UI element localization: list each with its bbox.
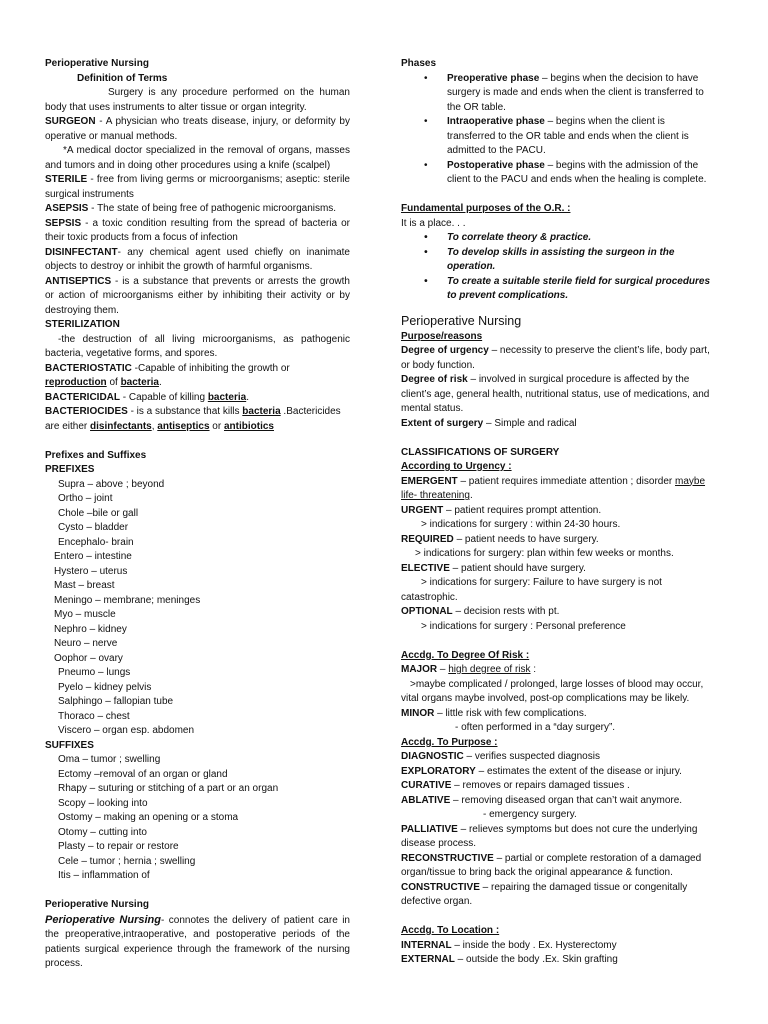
term-label: SEPSIS — [45, 217, 82, 229]
term-definition: – verifies suspected diagnosis — [463, 751, 600, 762]
term-label: ASEPSIS — [45, 203, 89, 214]
link-reproduction[interactable]: reproduction — [45, 377, 107, 388]
periop-term: Perioperative Nursing — [45, 913, 161, 926]
elective-indication: > indications for surgery: Failure to have surgery is not catastrophic. — [401, 577, 662, 603]
accdg-purpose: Accdg. To Purpose : — [401, 736, 498, 748]
term-definition: – necessity to preserve the client’s life, body part, or body function. — [401, 345, 710, 371]
classifications-heading: CLASSIFICATIONS OF SURGERY — [401, 446, 560, 458]
prefix-item: Hystero – uterus — [54, 565, 128, 577]
left-column — [45, 57, 350, 972]
phases-heading: Phases — [401, 58, 437, 69]
term-definition: – Simple and radical — [483, 417, 577, 429]
term-definition: – estimates the extent of the disease or injury. — [475, 765, 682, 777]
prefix-item: Encephalo- brain — [58, 536, 134, 548]
prefix-item: Pyelo – kidney pelvis — [58, 681, 152, 693]
definition-heading: Definition of Terms — [77, 72, 168, 84]
urgent-indication: > indications for surgery : within 24-30 hours. — [421, 519, 621, 530]
phase-desc: – begins when the client is transferred to the OR table and ends when the client is admitted to the PACU. — [447, 116, 689, 156]
ablative — [401, 794, 711, 809]
extent-surgery — [401, 417, 711, 432]
term-label: BACTERIOCIDES — [45, 406, 128, 417]
suffix-item: Ectomy –removal of an organ or gland — [58, 768, 228, 780]
internal — [401, 939, 711, 954]
minor — [401, 707, 711, 722]
prefix-item: Viscero – organ esp. abdomen — [58, 725, 195, 736]
term-antiseptics — [45, 275, 350, 319]
term-label: EXPLORATORY — [401, 765, 476, 777]
link-antiseptics[interactable]: antiseptics — [157, 420, 210, 432]
prefix-item: Neuro – nerve — [54, 638, 118, 649]
prefix-item: Nephro – kidney — [54, 623, 127, 635]
term-label: OPTIONAL — [401, 606, 453, 617]
term-label: CONSTRUCTIVE — [401, 881, 480, 893]
periop-title: Perioperative Nursing — [401, 313, 522, 328]
term-definition: – repairing the damaged tissue or congenitally defective organ. — [401, 881, 688, 907]
purpose-item: • To correlate theory & practice. — [401, 231, 711, 246]
link-bacteria[interactable]: bacteria — [120, 377, 159, 388]
required — [401, 533, 711, 548]
term-bactericidal — [45, 391, 350, 406]
term-definition: - is a substance that kills — [127, 406, 243, 417]
link-bacteria[interactable]: bacteria — [242, 406, 281, 417]
term-definition: - any chemical agent used chiefly on inanimate objects to destroy or inhibit the growth of harmful organisms. — [45, 246, 350, 272]
term-definition: - is a substance that prevents or arrests the growth or action of microorganisms either by inhibiting their activity or by destroying them. — [45, 275, 350, 316]
term-label: RECONSTRUCTIVE — [401, 852, 494, 864]
phase-item — [401, 159, 711, 188]
term-definition: -Capable of inhibiting the growth or — [131, 362, 290, 374]
term-definition: – removing diseased organ that can’t wait anymore. — [450, 794, 683, 806]
right-column — [401, 57, 711, 968]
term-label: STERILE — [45, 174, 88, 185]
link-disinfectants[interactable]: disinfectants — [90, 420, 152, 432]
phase-desc: – begins with the admission of the client to the PACU and ends when the healing is complete. — [447, 159, 707, 185]
term-definition: – little risk with few complications. — [434, 707, 587, 719]
term-label: EXTERNAL — [401, 954, 455, 965]
term-label: DIAGNOSTIC — [401, 751, 464, 762]
term-definition: – removes or repairs damaged tissues . — [451, 780, 630, 791]
prefix-item: Salphingo – fallopian tube — [58, 696, 174, 707]
term-bacteriocides — [45, 405, 350, 434]
purposes-heading: Fundamental purposes of the O.R. : — [401, 203, 571, 214]
term-label: Degree of risk — [401, 374, 468, 385]
suffix-item: Ostomy – making an opening or a stoma — [58, 812, 239, 823]
surgeon-note: *A medical doctor specialized in the removal of organs, masses and tumors and in doing other procedures using a knife (scalpel) — [45, 145, 350, 171]
term-label: PALLIATIVE — [401, 823, 458, 835]
periop-definition — [45, 913, 350, 972]
term-definition: – inside the body . Ex. Hysterectomy — [451, 939, 617, 951]
phase-term: Preoperative phase — [447, 72, 540, 84]
term-definition: – patient needs to have surgery. — [453, 533, 599, 545]
term-label: URGENT — [401, 504, 444, 516]
term-definition: - Capable of killing — [120, 391, 208, 403]
phase-list — [401, 72, 711, 188]
phase-item — [401, 115, 711, 159]
accdg-location: Accdg. To Location : — [401, 925, 500, 936]
term-label: BACTERICIDAL — [45, 391, 120, 403]
suffix-item: Cele – tumor ; hernia ; swelling — [58, 855, 196, 867]
term-definition: - a toxic condition resulting from the spread of bacteria or their toxic products from a focus of infection — [45, 217, 350, 243]
term-definition: – patient requires immediate attention ; disorder — [457, 475, 676, 487]
major — [401, 663, 711, 678]
link-high-degree-risk[interactable]: high degree of risk — [448, 664, 531, 675]
term-asepsis — [45, 202, 350, 217]
text: of — [106, 377, 121, 388]
term-sterilization-definition: -the destruction of all living microorganisms, as pathogenic bacteria, vegetative forms, and spores. — [45, 333, 350, 359]
phase-term: Postoperative phase — [447, 159, 545, 171]
purpose-reasons: Purpose/reasons — [401, 330, 483, 342]
term-definition: - free from living germs or microorganisms; aseptic: sterile surgical instruments — [45, 174, 350, 200]
accdg-risk: Accdg. To Degree Of Risk : — [401, 649, 530, 661]
suffixes-heading: SUFFIXES — [45, 739, 94, 751]
external — [401, 953, 711, 968]
prefix-item: Oophor – ovary — [54, 652, 123, 664]
term-label: ANTISEPTICS — [45, 275, 112, 287]
prefix-item: Ortho – joint — [58, 493, 113, 504]
text: . — [469, 490, 473, 501]
purpose-item: • To create a suitable sterile field for surgical procedures to prevent complications. — [401, 275, 711, 304]
term-label: DISINFECTANT — [45, 246, 118, 258]
prefix-item: Cysto – bladder — [58, 522, 129, 533]
link-bacteria[interactable]: bacteria — [207, 391, 247, 403]
prefix-item: Entero – intestine — [54, 551, 132, 562]
term-label: MAJOR — [401, 664, 438, 675]
optional-indication: > indications for surgery : Personal preference — [421, 620, 626, 632]
term-definition: – outside the body .Ex. Skin grafting — [454, 954, 618, 965]
prefix-list — [45, 478, 350, 739]
exploratory — [401, 765, 711, 780]
term-definition: – partial or complete restoration of a damaged organ/tissue to bring back the original appearance & function. — [401, 852, 702, 878]
degree-urgency — [401, 344, 711, 373]
periop-def-text: - connotes the delivery of patient care in the preoperative,intraoperative, and postoperative periods of the patients surgical experience through the framework of the nursing process. — [45, 914, 350, 969]
term-label: SURGEON — [45, 116, 96, 127]
term-label: EMERGENT — [401, 475, 458, 487]
term-label: INTERNAL — [401, 939, 452, 951]
term-label: ABLATIVE — [401, 794, 451, 806]
term-definition: – involved in surgical procedure is affected by the client’s age, general health, nutritional status, use of medications, and mental status. — [401, 374, 710, 414]
prefix-item: Thoraco – chest — [58, 710, 130, 722]
optional — [401, 605, 711, 620]
term-disinfectant — [45, 246, 350, 275]
suffix-item: Oma – tumor ; swelling — [58, 754, 161, 765]
periop-heading: Perioperative Nursing — [45, 899, 149, 910]
suffix-list — [45, 753, 350, 884]
text: .Bactericides are either — [45, 406, 341, 432]
suffix-item: Otomy – cutting into — [58, 826, 147, 838]
term-bacteriostatic — [45, 362, 350, 391]
minor-indication: - often performed in a “day surgery”. — [455, 722, 616, 733]
prefix-item: Pneumo – lungs — [58, 667, 131, 678]
term-label: REQUIRED — [401, 533, 454, 545]
term-sepsis — [45, 217, 350, 246]
text: . — [158, 377, 162, 388]
term-definition: - The state of being free of pathogenic microorganisms. — [88, 203, 337, 214]
required-indication: > indications for surgery: plan within few weeks or months. — [415, 548, 674, 559]
term-definition: – relieves symptoms but does not cure the underlying disease process. — [401, 823, 698, 849]
palliative — [401, 823, 711, 852]
text: or — [209, 420, 224, 432]
prefix-suffix-heading: Prefixes and Suffixes — [45, 449, 147, 461]
suffix-item: Plasty – to repair or restore — [58, 841, 179, 852]
urgent — [401, 504, 711, 519]
reconstructive — [401, 852, 711, 881]
term-label: ELECTIVE — [401, 562, 450, 574]
suffix-item: Itis – inflammation of — [58, 870, 150, 881]
term-label: CURATIVE — [401, 780, 452, 791]
title: Perioperative Nursing — [45, 58, 149, 69]
purpose-item: • To develop skills in assisting the surgeon in the operation. — [401, 246, 711, 275]
text: . — [246, 391, 249, 403]
prefix-item: Chole –bile or gall — [58, 507, 139, 519]
suffix-item: Rhapy – suturing or stitching of a part or an organ — [58, 783, 279, 794]
link-life-threatening[interactable]: maybe life- threatening — [401, 475, 706, 501]
term-sterilization-label: STERILIZATION — [45, 319, 120, 330]
text: : — [530, 664, 537, 675]
prefix-item: Meningo – membrane; meninges — [54, 594, 201, 606]
phase-desc: – begins when the decision to have surgery is made and ends when the client is transferred to the OR table. — [447, 72, 704, 113]
term-label: Degree of urgency — [401, 345, 489, 356]
ablative-indication: - emergency surgery. — [483, 809, 577, 820]
phase-term: Intraoperative phase — [447, 116, 545, 127]
phase-item — [401, 72, 711, 116]
prefix-item: Myo – muscle — [54, 609, 116, 620]
purpose-list — [401, 231, 711, 304]
suffix-item: Scopy – looking into — [58, 797, 148, 809]
major-indication: >maybe complicated / prolonged, large losses of blood may occur, vital organs maybe involved, post-op complications may be likely. — [401, 678, 704, 704]
text: – — [437, 664, 449, 675]
diagnostic — [401, 750, 711, 765]
purposes-intro: It is a place. . . — [401, 217, 466, 229]
term-label: MINOR — [401, 707, 435, 719]
term-label: Extent of surgery — [401, 417, 484, 429]
text: , — [151, 420, 158, 432]
surgery-definition: Surgery is any procedure performed on the human body that uses instruments to alter tissue or organ integrity. — [45, 87, 350, 113]
degree-risk — [401, 373, 711, 417]
elective — [401, 562, 711, 577]
link-antibiotics[interactable]: antibiotics — [223, 420, 274, 432]
prefix-item: Supra – above ; beyond — [58, 478, 165, 490]
term-definition: – patient requires prompt attention. — [443, 504, 602, 516]
term-label: BACTERIOSTATIC — [45, 362, 132, 374]
constructive — [401, 881, 711, 910]
curative — [401, 779, 711, 794]
term-sterile — [45, 173, 350, 202]
term-definition: – patient should have surgery. — [449, 562, 586, 574]
term-definition: - A physician who treats disease, injury, or deformity by operative or manual methods. — [45, 116, 350, 142]
term-definition: – decision rests with pt. — [452, 606, 560, 617]
prefix-item: Mast – breast — [54, 580, 115, 591]
term-surgeon — [45, 115, 350, 144]
according-urgency: According to Urgency : — [401, 461, 512, 472]
prefixes-heading: PREFIXES — [45, 464, 95, 475]
emergent — [401, 475, 711, 504]
